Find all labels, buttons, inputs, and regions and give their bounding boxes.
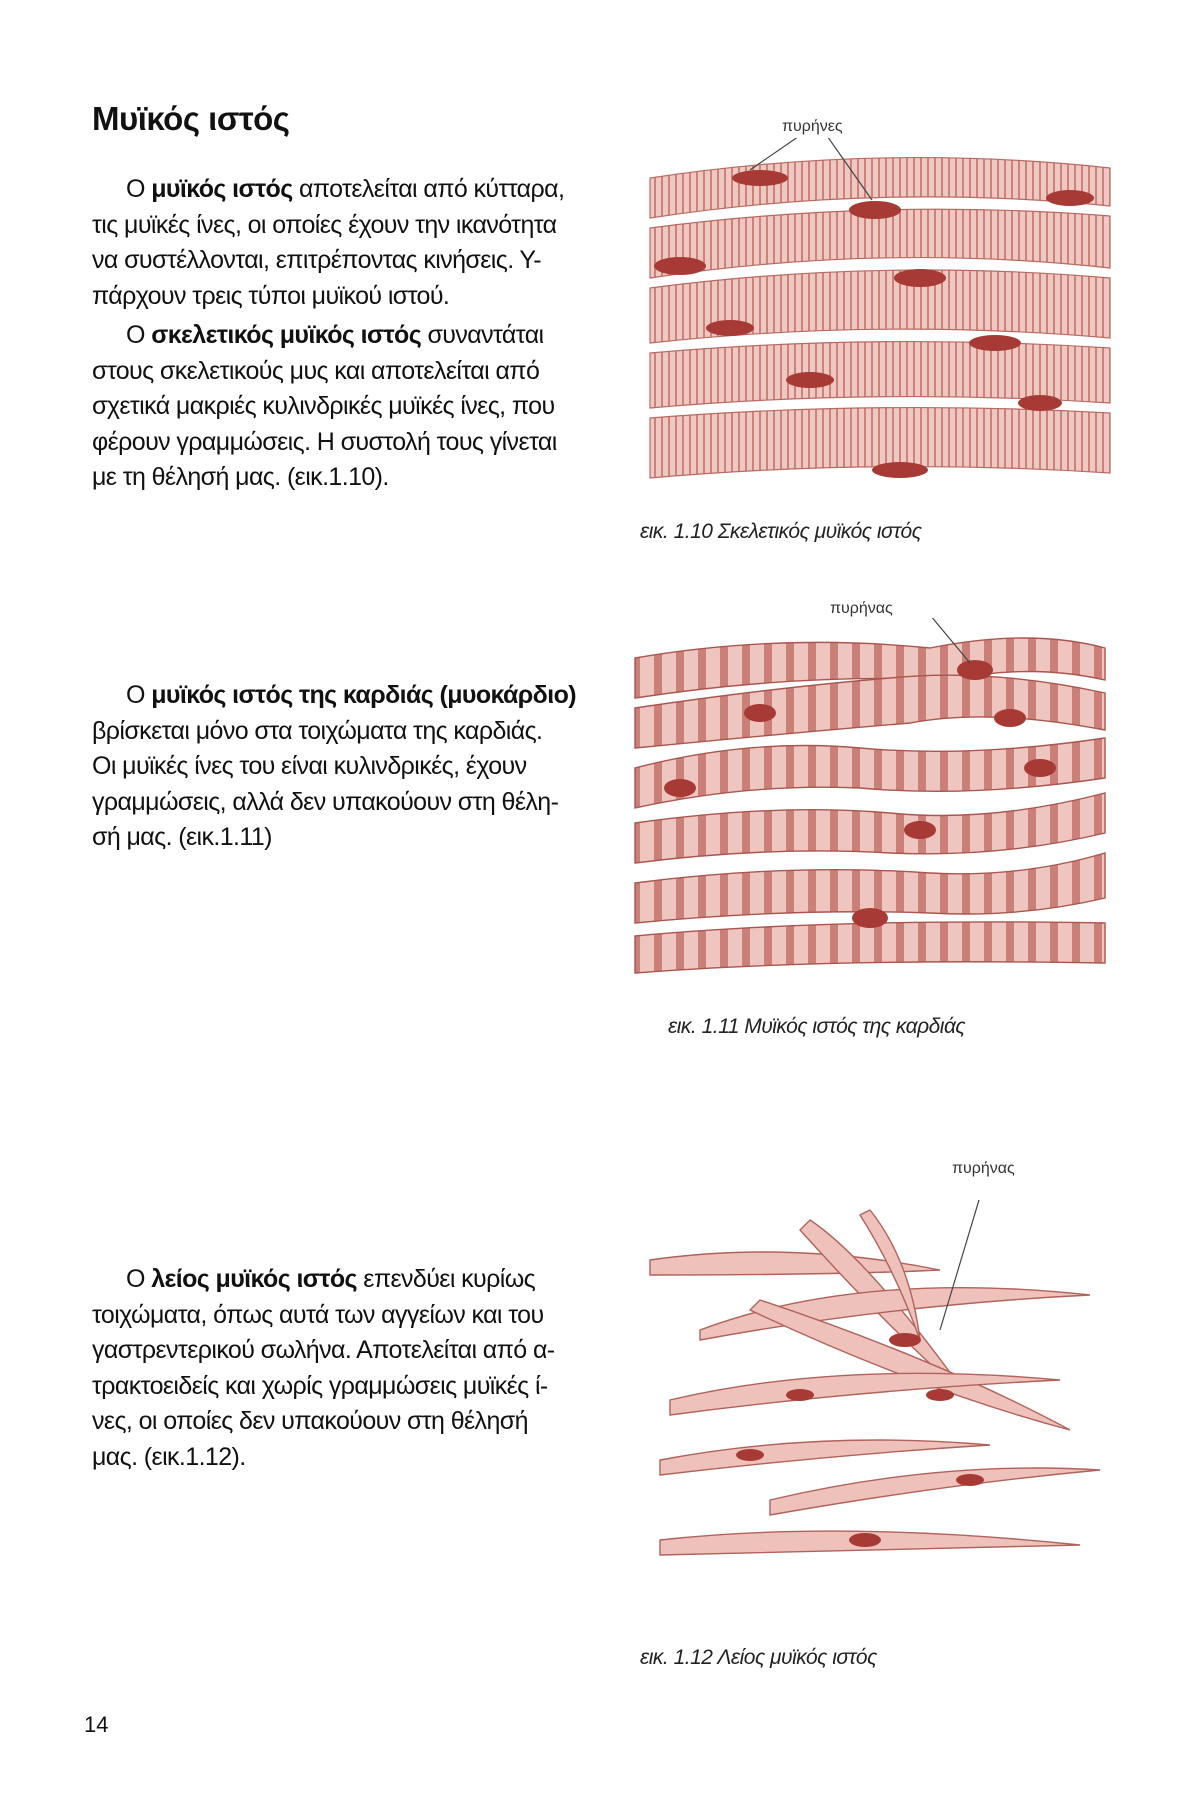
text: σχετικά μακριές κυλινδρικές μυϊκές ίνες, που (92, 392, 555, 420)
text: επενδύει κυρίως (356, 1265, 536, 1293)
text: τις μυϊκές ίνες, οι οποίες έχουν την ικανότητα (92, 210, 557, 239)
text: βρίσκεται μόνο στα τοιχώματα της καρδιάς. (92, 716, 543, 745)
text: στους σκελετικούς μυς και αποτελείται από (92, 356, 540, 385)
text: νες, οι οποίες δεν υπακούουν στη θέλησή (92, 1407, 528, 1435)
paragraph-intro (92, 172, 617, 314)
paragraph-smooth (92, 1262, 617, 1475)
bold-term: σκελετικός μυϊκός ιστός (151, 321, 422, 349)
text: σή μας. (εικ.1.11) (92, 823, 272, 851)
text: μας. (εικ.1.12). (92, 1442, 246, 1471)
text: Ο (126, 681, 152, 709)
bold-term: λείος μυϊκός ιστός (151, 1265, 357, 1293)
nuclei-label: πυρήνες (782, 118, 843, 135)
page-number: 14 (84, 1712, 109, 1737)
paragraph-cardiac (92, 678, 617, 856)
text: Ο (126, 1265, 152, 1293)
paragraph-skeletal (92, 318, 617, 496)
text: γραμμώσεις, αλλά δεν υπακούουν στη θέλη- (92, 787, 559, 816)
cardiac-muscle-illustration (630, 618, 1110, 988)
text: πάρχουν τρεις τύποι μυϊκού ιστού. (92, 281, 450, 310)
text: τρακτοειδείς και χωρίς γραμμώσεις μυϊκές ί- (92, 1371, 548, 1400)
text: Ο (126, 175, 152, 203)
text: γαστρεντερικού σωλήνα. Αποτελείται από α- (92, 1336, 555, 1364)
figure-caption: εικ. 1.10 Σκελετικός μυϊκός ιστός (640, 520, 922, 543)
text: να συστέλλονται, επιτρέποντας κινήσεις. Υ- (92, 246, 541, 274)
bold-term: μυϊκός ιστός της καρδιάς (μυοκάρδιο) (151, 681, 576, 709)
page-title: Μυϊκός ιστός (92, 100, 290, 137)
nucleus-label: πυρήνας (952, 1160, 1015, 1177)
text: Ο (126, 321, 152, 349)
smooth-muscle-illustration (640, 1200, 1110, 1580)
text: φέρουν γραμμώσεις. Η συστολή τους γίνεται (92, 427, 557, 456)
figure-caption: εικ. 1.11 Μυϊκός ιστός της καρδιάς (668, 1015, 966, 1038)
text: αποτελείται από κύτταρα, (292, 175, 565, 203)
text: Οι μυϊκές ίνες του είναι κυλινδρικές, έχουν (92, 752, 527, 780)
nucleus-label: πυρήνας (830, 600, 893, 617)
text: συναντάται (421, 321, 544, 349)
bold-term: μυϊκός ιστός (151, 175, 293, 203)
skeletal-muscle-illustration (640, 138, 1120, 518)
text: τοιχώματα, όπως αυτά των αγγείων και του (92, 1300, 544, 1329)
text: με τη θέλησή μας. (εικ.1.10). (92, 463, 389, 491)
figure-caption: εικ. 1.12 Λείος μυϊκός ιστός (640, 1646, 877, 1669)
